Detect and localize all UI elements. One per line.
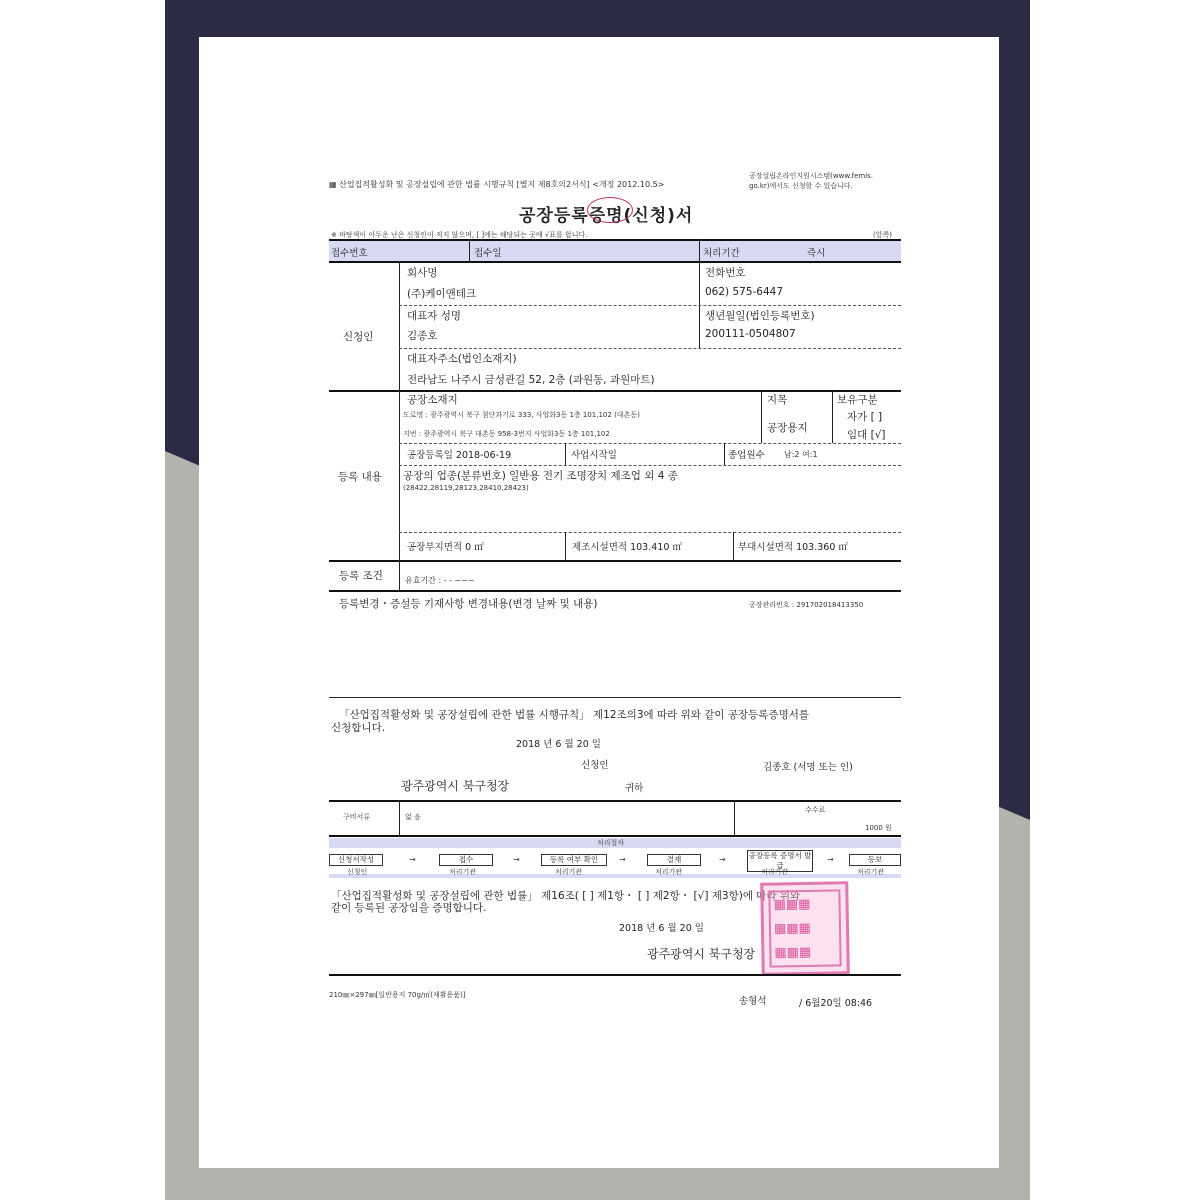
online-notice-line1: 공장설립온라인지원시스템(www.femis. xyxy=(749,172,874,180)
representative-label: 대표자 성명 xyxy=(407,310,462,322)
application-date: 2018 년 6 월 20 일 xyxy=(516,739,601,750)
road-address: 도로명 : 광주광역시 북구 첨단과기로 333, 사업화3동 1층 101,102 (대촌동) xyxy=(403,411,640,419)
applicant-sign-label: 신청인 xyxy=(581,760,609,771)
arrow-5: → xyxy=(827,855,834,864)
ownership-lease: 임대 [√] xyxy=(847,429,886,441)
land-category-label: 지목 xyxy=(767,394,788,406)
step-issuance-actor: 처리기관 xyxy=(761,868,789,876)
step-review-actor: 처리기관 xyxy=(555,868,583,876)
employees-label: 종업원수 xyxy=(728,450,765,461)
site-area: 공장부지면적 0 ㎡ xyxy=(407,542,484,553)
validity-period: 유효기간 : - - ~~~ xyxy=(405,576,475,585)
application-statement-line2: 신청합니다. xyxy=(331,722,386,734)
employees-value: 남:2 여:1 xyxy=(784,450,818,459)
certifying-office: 광주광역시 북구청장 xyxy=(647,947,756,961)
form-instruction: ※ 바탕색이 어두운 난은 신청인이 적지 않으며, [ ]에는 해당되는 곳에 √표를 합니다. xyxy=(331,231,588,239)
side-label: (앞쪽) xyxy=(873,231,892,239)
company-name-label: 회사명 xyxy=(407,267,438,279)
birthdate-label: 생년월일(법인등록번호) xyxy=(705,310,815,322)
ownership-label: 보유구분 xyxy=(837,394,878,406)
recipient-office: 광주광역시 북구청장 xyxy=(401,779,510,793)
factory-management-number: 공장관리번호 : 291702018413350 xyxy=(749,601,864,609)
land-category-value: 공장용지 xyxy=(767,422,808,434)
fax-timestamp: / 6월20일 08:46 xyxy=(799,998,873,1009)
document-paper xyxy=(199,37,999,1168)
receipt-date-label: 접수일 xyxy=(474,248,502,259)
step-application: 신청서작성 xyxy=(329,854,383,866)
fee-value: 1000 원 xyxy=(865,824,892,832)
certification-line1: 「산업집적활성화 및 공장설립에 관한 법률」 제16조( [ ] 제1항・ [ ] 제2항・ [√] 제3항)에 따라 위와 xyxy=(331,890,801,902)
application-statement-line1: 「산업집적활성화 및 공장설립에 관한 법률 시행규칙」 제12조의3에 따라 위와 같이 공장등록증명서를 xyxy=(339,709,809,721)
fax-sender: 송형석 xyxy=(739,996,767,1007)
manufacturing-area: 제조시설면적 103.410 ㎡ xyxy=(572,542,682,553)
procedure-label: 처리절차 xyxy=(597,839,625,847)
documents-value: 없 음 xyxy=(405,813,421,821)
step-approval: 결재 xyxy=(647,854,701,866)
auxiliary-area: 부대시설면적 103.360 ㎡ xyxy=(738,542,848,553)
recipient-honorific: 귀하 xyxy=(625,783,644,794)
change-history-label: 등록변경・증설등 기재사항 변경내용(변경 날짜 및 내용) xyxy=(339,598,598,610)
ownership-own: 자가 [ ] xyxy=(847,411,883,423)
arrow-3: → xyxy=(619,855,626,864)
online-notice-line2: go.kr)에서도 신청할 수 있습니다. xyxy=(749,182,853,190)
step-issuance: 공장등록 증명서 발급 xyxy=(748,851,812,870)
phone-label: 전화번호 xyxy=(705,267,746,279)
certification-line2: 같이 등록된 공장임을 증명합니다. xyxy=(331,902,487,914)
step-approval-actor: 처리기관 xyxy=(655,868,683,876)
receipt-number-label: 접수번호 xyxy=(331,248,368,259)
step-registration-actor: 처리기관 xyxy=(857,868,885,876)
registration-section-label: 등록 내용 xyxy=(338,471,382,483)
fee-label: 수수료 xyxy=(805,806,826,814)
registration-date: 공장등록일 2018-06-19 xyxy=(407,450,512,461)
company-name-value: (주)케이앤테크 xyxy=(407,288,477,300)
lot-address: 지번 : 광주광역시 북구 대촌동 958-3번지 사업화3동 1층 101,102 xyxy=(403,430,610,438)
birthdate-value: 200111-0504807 xyxy=(705,328,796,340)
paper-spec: 210㎜×297㎜[일반용지 70g/㎡(재활용품)] xyxy=(329,991,466,999)
business-start-label: 사업시작일 xyxy=(571,450,617,461)
step-registration: 등보 xyxy=(849,854,901,866)
arrow-2: → xyxy=(513,855,520,864)
rep-address-label: 대표자주소(법인소재지) xyxy=(407,353,517,365)
arrow-4: → xyxy=(719,855,726,864)
certification-date: 2018 년 6 월 20 일 xyxy=(619,923,704,934)
applicant-signature: 김종호 (서명 또는 인) xyxy=(763,762,853,773)
form-title: 공장등록증명(신청)서 xyxy=(519,206,694,226)
industry-line: 공장의 업종(분류번호) 일반용 전기 조명장치 제조업 외 4 종 xyxy=(403,470,678,482)
form-legal-basis: ▦ 산업집적활성화 및 공장설립에 관한 법률 시행규칙 [별지 제8호의2서식] <개정 2012.10.5> xyxy=(329,180,665,189)
documents-label: 구비서류 xyxy=(343,813,371,821)
title-correction-circle xyxy=(587,197,633,223)
step-receipt: 접수 xyxy=(439,854,493,866)
arrow-1: → xyxy=(409,855,416,864)
representative-value: 김종호 xyxy=(407,330,438,342)
processing-period-label: 처리기간 xyxy=(703,248,740,259)
applicant-section-label: 신청인 xyxy=(343,331,374,343)
step-review: 등록 여부 확인 xyxy=(541,854,607,866)
factory-location-label: 공장소재지 xyxy=(407,394,458,406)
official-seal-stamp: ▦▦▦ ▦▦▦ ▦▦▦ xyxy=(760,881,850,976)
conditions-label: 등록 조건 xyxy=(339,570,383,582)
phone-value: 062) 575-6447 xyxy=(705,286,784,298)
step-receipt-actor: 처리기관 xyxy=(449,868,477,876)
step-application-actor: 신청인 xyxy=(347,868,368,876)
industry-codes: (28422,28119,28123,28410,28423) xyxy=(403,484,529,492)
processing-period-value: 즉시 xyxy=(807,248,826,259)
rep-address-value: 전라남도 나주시 금성관길 52, 2층 (과원동, 과원마트) xyxy=(407,374,655,386)
